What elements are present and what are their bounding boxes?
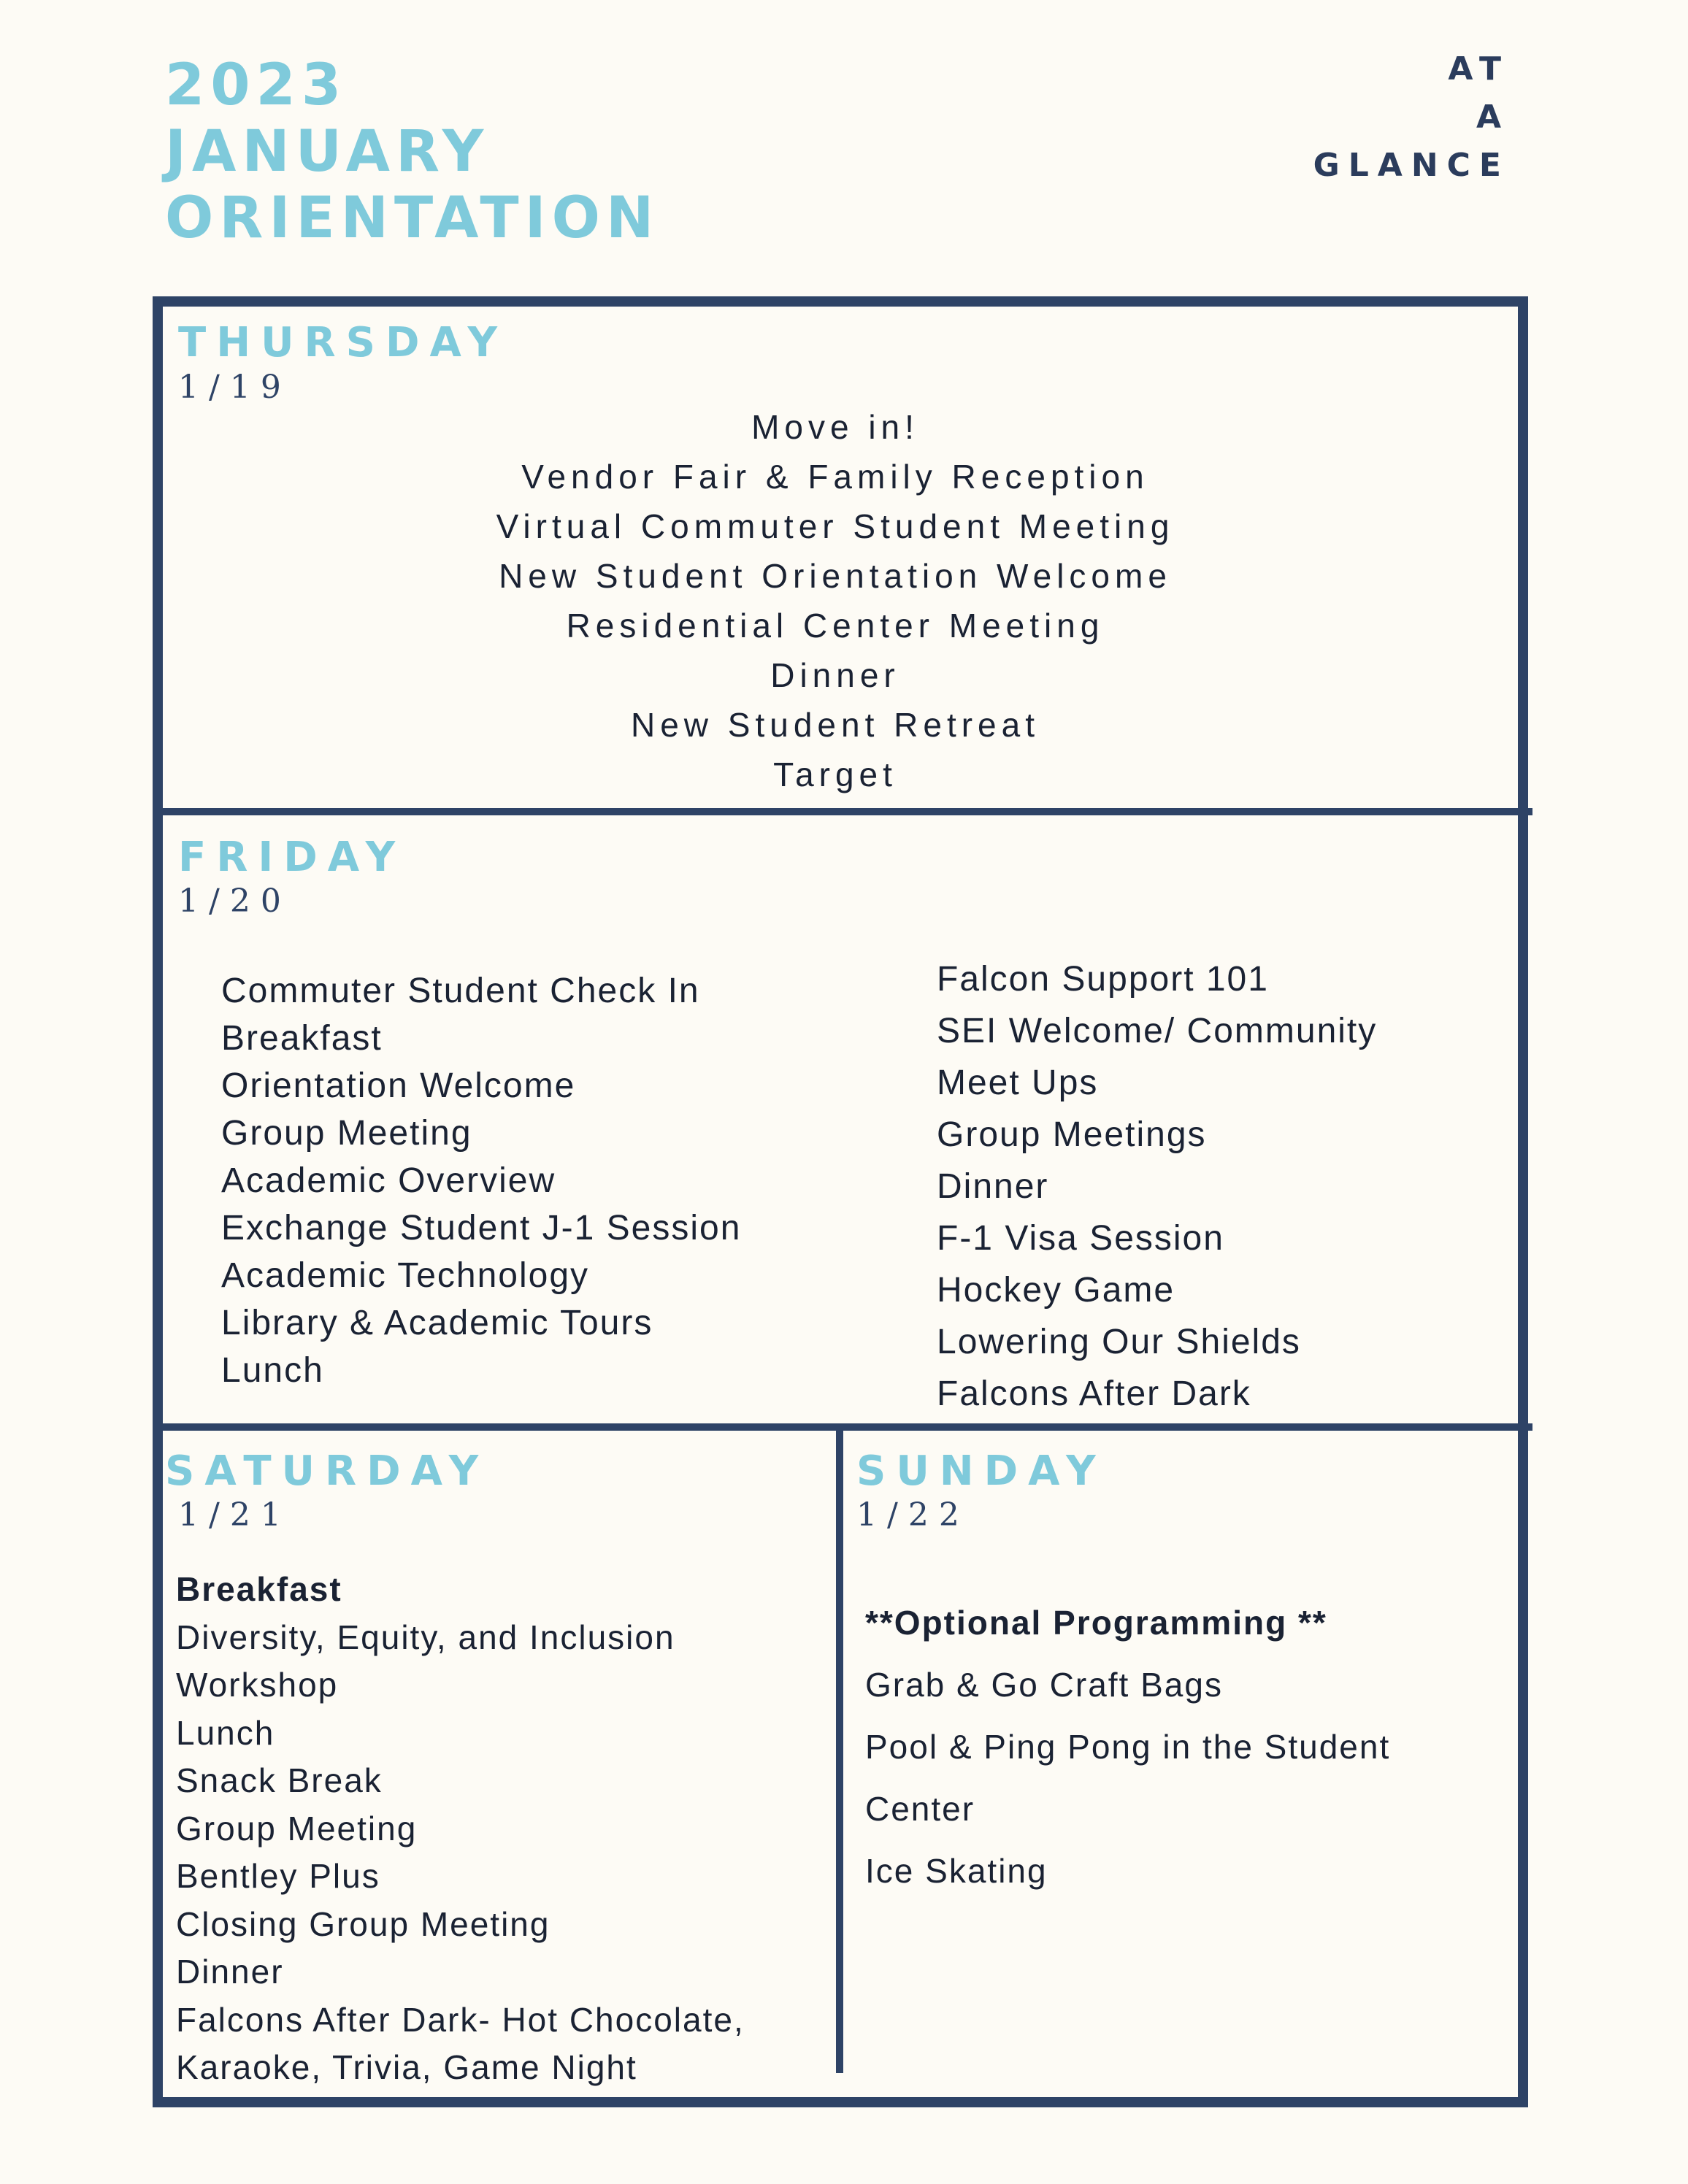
divider-thursday-friday [157,808,1532,815]
day-heading-saturday: SATURDAY [165,1447,489,1495]
at-a-glance [1313,45,1510,190]
glance-line-1: AT [1448,50,1510,88]
list-item: Orientation Welcome [221,1066,576,1105]
list-item: Snack Break [176,1761,383,1799]
day-heading-thursday: THURSDAY [178,319,508,366]
date-sunday: 1/22 [856,1496,970,1534]
divider-saturday-sunday [836,1427,843,2073]
title-month: JANUARY [165,119,490,185]
list-item: Exchange Student J-1 Session [221,1209,742,1247]
list-item: New Student Orientation Welcome [499,557,1172,595]
date-thursday: 1/19 [178,369,291,406]
list-item: Ice Skating [865,1852,1048,1890]
list-item: Group Meetings [937,1115,1207,1154]
list-item: Breakfast [221,1019,383,1058]
glance-line-3: GLANCE [1313,147,1510,184]
list-item: Hockey Game [937,1271,1175,1310]
list-item: Karaoke, Trivia, Game Night [176,2048,637,2086]
list-item: Diversity, Equity, and Inclusion [176,1618,675,1656]
thursday-schedule [162,402,1508,799]
list-item: Commuter Student Check In [221,972,700,1010]
list-item: Move in! [751,408,919,446]
list-item: Virtual Commuter Student Meeting [496,507,1175,545]
sunday-schedule [865,1592,1390,1902]
list-item: Group Meeting [176,1809,418,1847]
list-item: Academic Overview [221,1161,556,1200]
day-heading-friday: FRIDAY [178,834,406,881]
saturday-schedule [176,1566,745,2092]
list-item: Center [865,1790,975,1828]
list-item: Bentley Plus [176,1857,380,1895]
list-item: Target [773,755,897,793]
list-item: Dinner [176,1953,284,1991]
list-item: Falcon Support 101 [937,960,1269,999]
list-item: Residential Center Meeting [566,607,1105,645]
list-item: Grab & Go Craft Bags [865,1666,1223,1704]
list-item: Closing Group Meeting [176,1904,550,1943]
list-item: Meet Ups [937,1064,1099,1102]
date-friday: 1/20 [178,883,291,920]
list-item: Dinner [937,1167,1049,1206]
day-heading-sunday: SUNDAY [856,1447,1106,1495]
list-item: Academic Technology [221,1256,590,1295]
glance-line-2: A [1476,99,1510,136]
date-saturday: 1/21 [178,1496,291,1534]
list-item: Vendor Fair & Family Reception [521,458,1149,496]
title-year: 2023 [165,53,348,118]
list-item: Library & Academic Tours [221,1304,653,1342]
divider-friday-weekend [157,1423,1532,1431]
list-item: Pool & Ping Pong in the Student [865,1728,1391,1766]
list-item: SEI Welcome/ Community [937,1012,1378,1050]
list-item: F-1 Visa Session [937,1219,1224,1258]
list-item: New Student Retreat [630,706,1040,744]
list-item: Falcons After Dark- Hot Chocolate, [176,2000,745,2039]
list-item: Lunch [221,1351,324,1390]
list-item: Lowering Our Shields [937,1323,1301,1361]
list-item: Breakfast [176,1570,342,1608]
friday-schedule-left [221,967,741,1394]
list-item: Group Meeting [221,1114,472,1153]
page-title [165,53,659,252]
list-item: Dinner [770,656,900,694]
title-event: ORIENTATION [165,185,660,251]
list-item: Workshop [176,1666,339,1704]
list-item: Lunch [176,1713,275,1752]
list-item: Falcons After Dark [937,1374,1251,1413]
list-item: **Optional Programming ** [865,1604,1327,1642]
friday-schedule-right [937,953,1377,1420]
